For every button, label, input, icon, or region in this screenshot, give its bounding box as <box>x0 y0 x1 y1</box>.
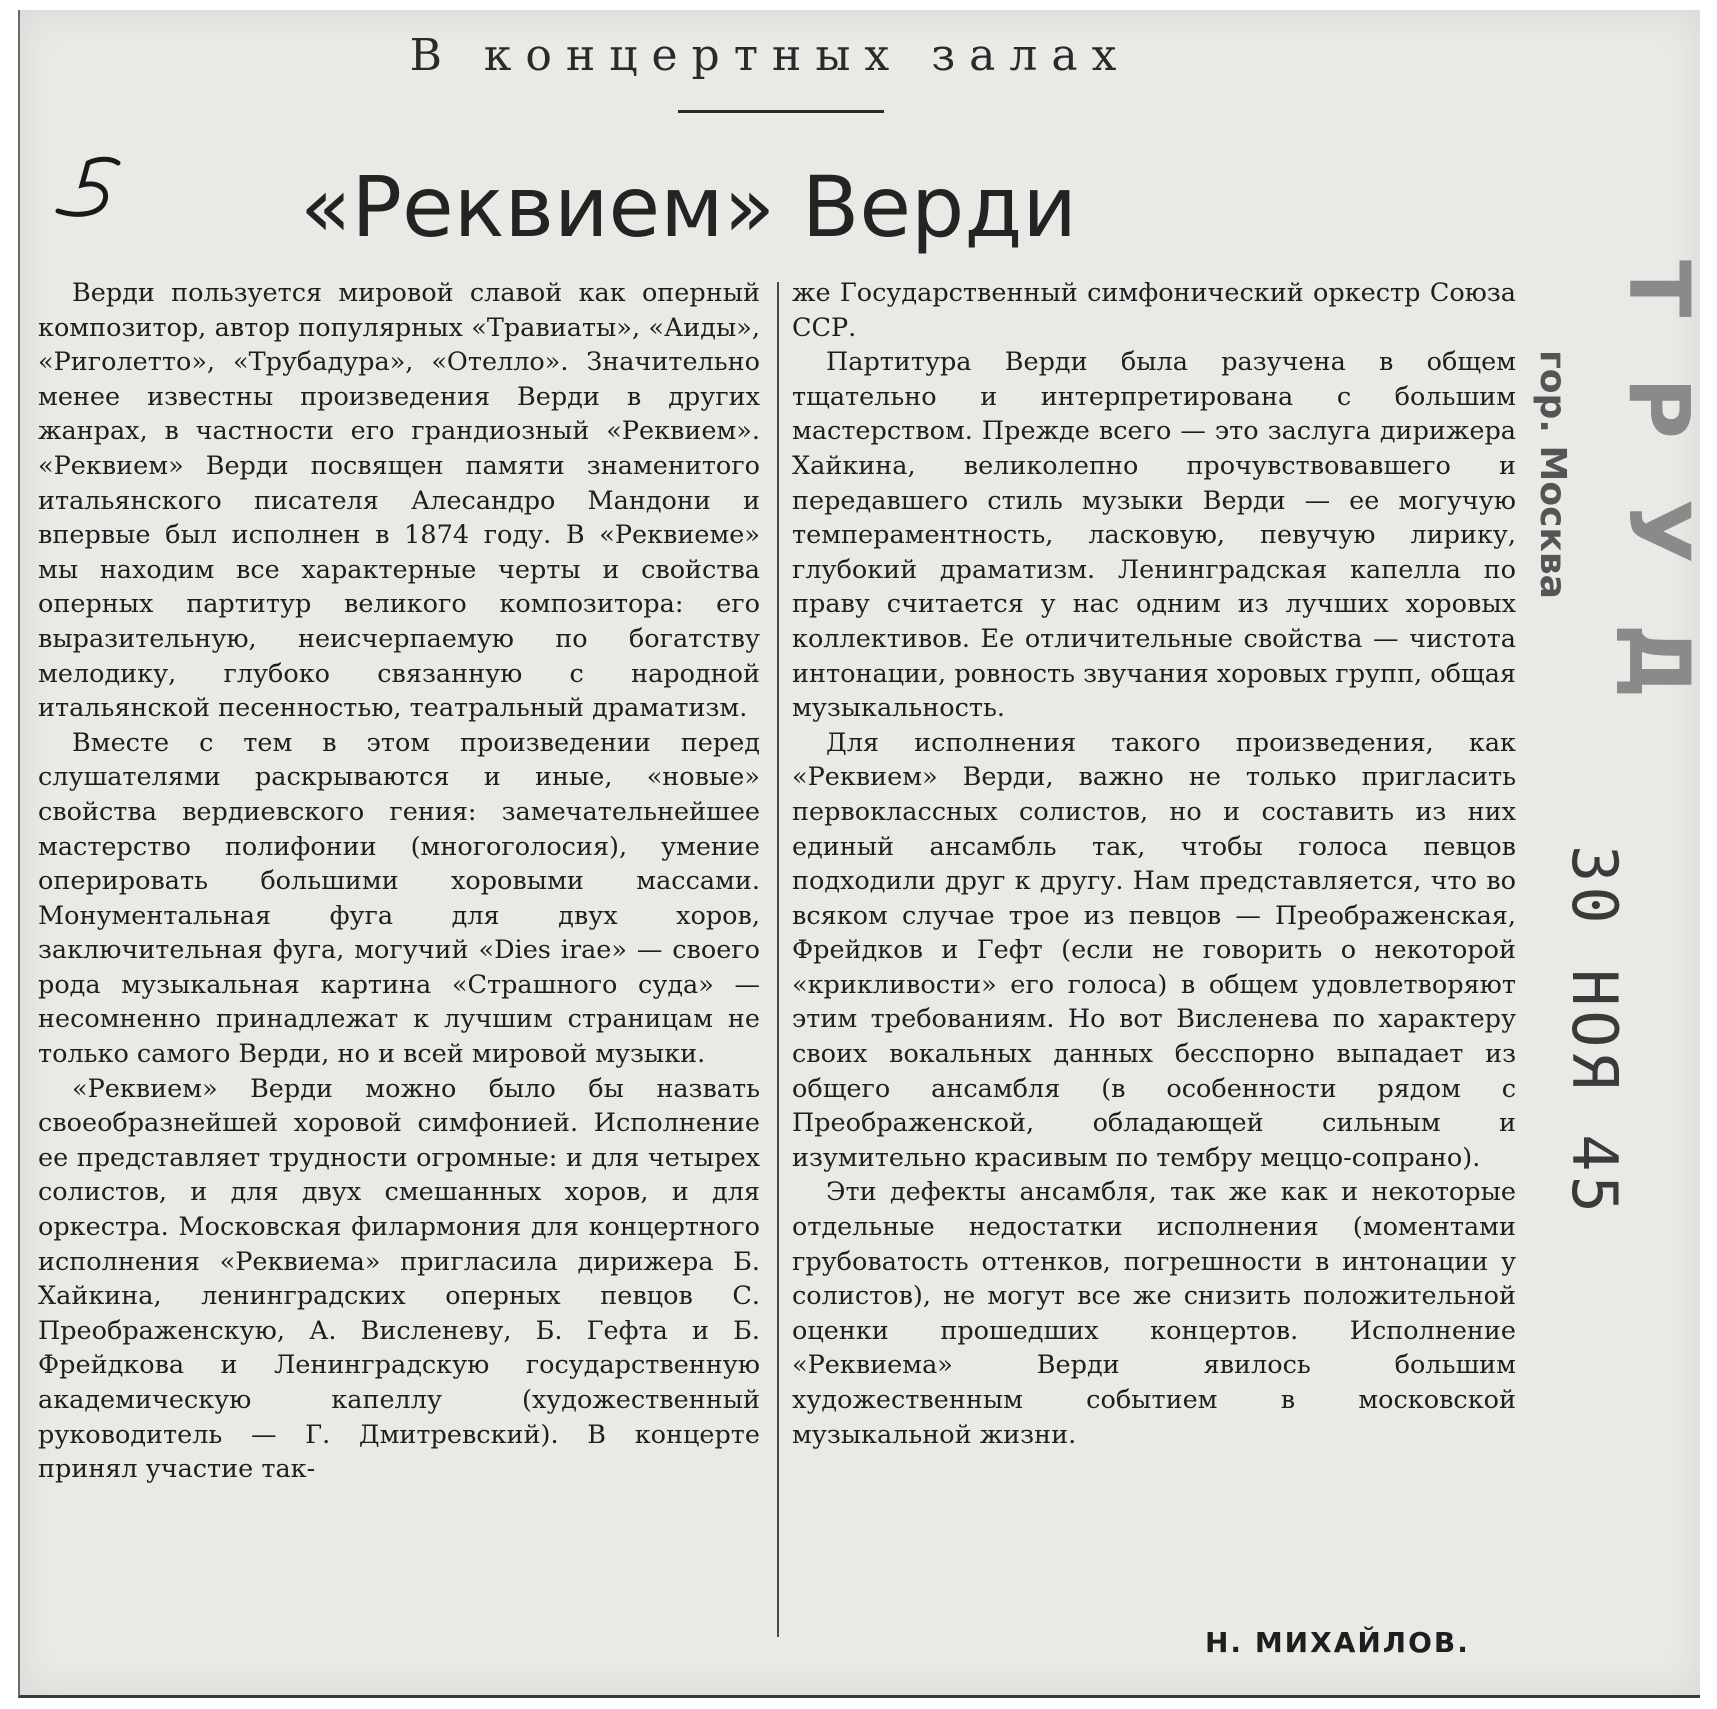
article-column-right <box>792 276 1516 1656</box>
rubric-divider <box>678 110 884 113</box>
paragraph: Эти дефекты ансамбля, так же как и некоторые отдельные недостатки исполнения (моментами грубоватость оттенков, погрешности в интонации у солистов), не могут все же снизить положительной оценки прошедших концертов. Исполнение «Реквиема» Верди явилось большим художественным событием в московской музыкальной жизни. <box>792 1177 1516 1450</box>
paragraph: Партитура Верди была разучена в общем тщательно и интерпретирована с большим мастерством. Прежде всего — это заслуга дирижера Хайкина, великолепно прочувствовавшего и передавшего стиль музыки Верди — ее могучую темпераментность, ласковую, певучую лирику, глубокий драматизм. Ленинградская капелла по праву считается у нас одним из лучших хоровых коллективов. Ее отличительные свойства — чистота интонации, ровность звучания хоровых групп, общая музыкальность. <box>792 347 1516 724</box>
author-signature: Н. МИХАЙЛОВ. <box>1205 1626 1470 1659</box>
stamp-city: гор. Москва <box>1532 350 1573 599</box>
article-headline: «Реквием» Верди <box>300 158 1077 256</box>
date-stamp: 30 НОЯ 45 <box>1558 845 1631 1217</box>
newspaper-masthead: ТРУД <box>1610 260 1708 759</box>
paragraph: Для исполнения такого произведения, как «Реквием» Верди, важно не только пригласить первоклассных солистов, но и составить из них единый ансамбль так, чтобы голоса певцов подходили друг к другу. Нам представляется, что во всяком случае трое из певцов — Преображенская, Фрейдков и Гефт (если не говорить о некоторой «крикливости» его голоса) в общем удовлетворяют этим требованиям. Но вот Висленева по характеру своих вокальных данных бесспорно выпадает из общего ансамбля (в особенности рядом с Преображенской, обладающей сильным и изумительно красивым по тембру меццо-сопрано). <box>792 727 1516 1173</box>
paragraph: «Реквием» Верди можно было бы назвать своеобразнейшей хоровой симфонией. Исполнение ее представляет трудности огромные: и для четырех солистов, и для двух смешанных хоров, и для оркестра. Московская филармония для концертного исполнения «Реквиема» пригласила дирижера Б. Хайкина, ленинградских оперных певцов С. Преображенскую, А. Висленеву, Б. Гефта и Б. Фрейдкова и Ленинградскую государственную академическую капеллу (художественный руководитель — Г. Дмитревский). В концерте принял участие так- <box>38 1073 760 1485</box>
paragraph-continuation: же Государственный симфонический оркестр Союза ССР. <box>792 278 1516 343</box>
section-rubric: В концертных залах <box>409 30 1131 81</box>
column-divider <box>777 282 779 1637</box>
article-column-left <box>38 276 760 1656</box>
handwritten-mark <box>52 155 132 225</box>
paragraph: Вместе с тем в этом произведении перед слушателями раскрываются и иные, «новые» свойства вердиевского гения: замечательнейшее мастерство полифонии (многоголосия), умение оперировать большими хоровыми массами. Монументальная фуга для двух хоров, заключительная фуга, могучий «Dies irae» — своего рода музыкальная картина «Страшного суда» — несомненно принадлежат к лучшим страницам не только самого Верди, но и всей мировой музыки. <box>38 727 760 1070</box>
paragraph: Верди пользуется мировой славой как оперный композитор, автор популярных «Травиаты», «Аиды», «Риголетто», «Трубадура», «Отелло». Значительно менее известны произведения Верди в других жанрах, в частности его грандиозный «Реквием». «Реквием» Верди посвящен памяти знаменитого итальянского писателя Алесандро Мандони и впервые был исполнен в 1874 году. В «Реквиеме» мы находим все характерные черты и свойства оперных партитур великого композитора: его выразительную, неисчерпаемую по богатству мелодику, глубоко связанную с народной итальянской песенностью, театральный драматизм. <box>38 278 760 724</box>
